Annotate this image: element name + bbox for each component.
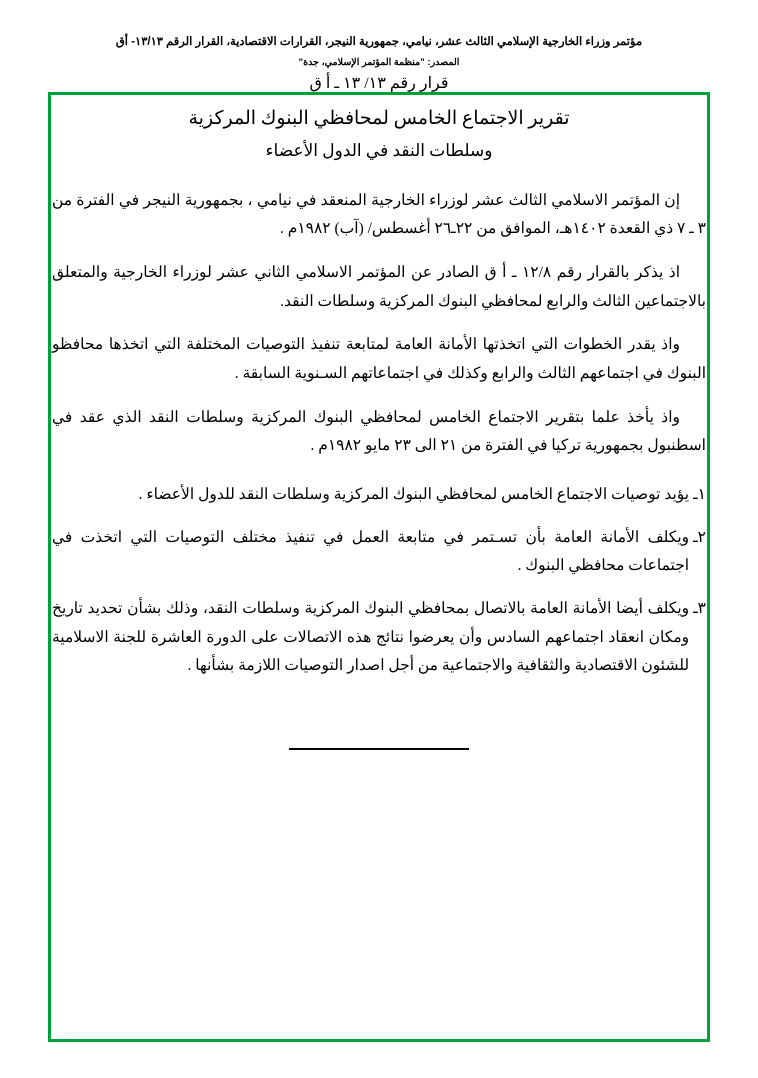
horizontal-rule [289,748,469,750]
paragraph: اذ يذكر بالقرار رقم ١٢/٨ ـ أ ق الصادر عن المؤتمر الاسلامي الثاني عشر لوزراء الخارجية والمتعلق بالاجتماعين الثالث والرابع لمحافظي البنوك المركزية وسلطات النقد. [52,263,706,310]
clause-number: ٢ـ [693,528,706,546]
clause-text: يؤيد توصيات الاجتماع الخامس لمحافظي البنوك المركزية وسلطات النقد للدول الأعضاء . [138,485,690,503]
page-title: تقرير الاجتماع الخامس لمحافظي البنوك المركزية [188,108,570,130]
list-item [52,481,706,510]
list-item [52,524,706,581]
clause-list [52,481,706,681]
header-title: مؤتمر وزراء الخارجية الإسلامي الثالث عشر، نيامي، جمهورية النيجر، القرارات الاقتصادية، القرار الرقم ١٣/١٣- أق [115,36,643,48]
header-source: المصدر: "منظمة المؤتمر الإسلامي، جدة" [298,57,460,69]
paragraph: واذ يأخذ علما بتقرير الاجتماع الخامس لمحافظي البنوك المركزية وسلطات النقد الذي عقد في اسطنبول بجمهورية تركيا في الفترة من ٢١ الى ٢٣ مايو ١٩٨٢م . [52,408,706,455]
paragraph: إن المؤتمر الاسلامي الثالث عشر لوزراء الخارجية المنعقد في نيامي ، بجمهورية النيجر في الفترة من ٣ ـ ٧ ذي القعدة ١٤٠٢هـ، الموافق من ٢٢ـ٢٦ أغسطس/ (آب) ١٩٨٢م . [52,191,706,238]
decision-number: قرار رقم ١٣/ ١٣ ـ أ ق [309,75,449,92]
paragraph: واذ يقدر الخطوات التي اتخذتها الأمانة العامة لمتابعة تنفيذ التوصيات المختلفة التي اتخذها محافظو البنوك في اجتماعهم الثالث والرابع وكذلك في اجتماعاتهم السـنوية السابقة . [52,336,706,382]
clause-text: ويكلف أيضا الأمانة العامة بالاتصال بمحافظي البنوك المركزية وسلطات النقد، وذلك بشأن تحديد تاريخ ومكان انعقاد اجتماعهم السادس وأن يعرضوا نتائج هذه الاتصالات على الدورة العاشرة للجنة الاسلامية للشئون الاقتصادية والثقافية والاجتماعية من أجل اصدار التوصيات اللازمة بشأنها . [52,599,690,675]
end-rule-container [52,737,706,755]
clause-text: ويكلف الأمانة العامة بأن تسـتمر في متابعة العمل في تنفيذ مختلف التوصيات التي اتخذت في اجتماعات محافظي البنوك . [52,528,690,575]
clause-number: ٣ـ [693,599,706,617]
document-body [52,70,706,755]
page-header [0,34,758,70]
list-item [52,595,706,681]
clause-number: ١ـ [693,485,706,503]
page-subtitle: وسلطات النقد في الدول الأعضاء [265,140,493,160]
